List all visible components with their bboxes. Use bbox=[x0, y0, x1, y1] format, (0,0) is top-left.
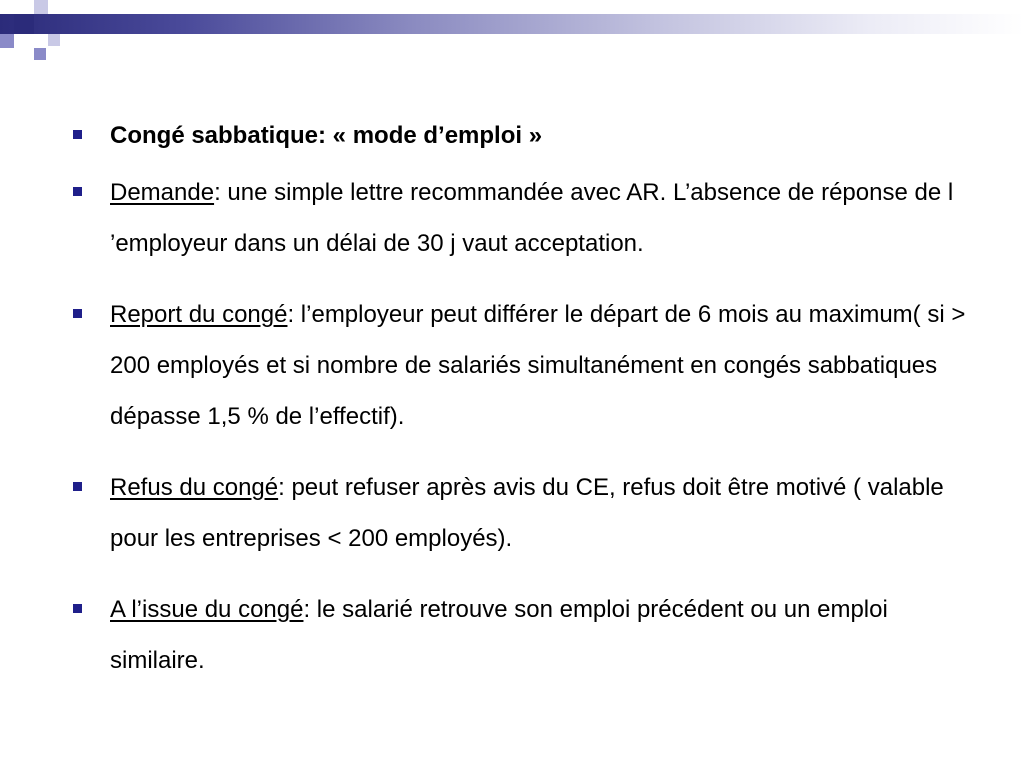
bullet-term: Demande bbox=[110, 179, 215, 206]
decor-square-light-2 bbox=[48, 34, 60, 46]
bullet-square-icon bbox=[73, 604, 82, 613]
bullet-square-icon bbox=[73, 187, 82, 196]
bullet-square-icon bbox=[73, 309, 82, 318]
bullet-square-icon bbox=[73, 130, 82, 139]
bullet-text: : le salarié retrouve son emploi précédent ou un emploi similaire. bbox=[110, 596, 888, 674]
decor-square-dark bbox=[14, 14, 34, 34]
bullet-term: Refus du congé bbox=[110, 474, 279, 501]
bullet-text: : l’employeur peut différer le départ de 6 mois au maximum( si > 200 employés et si nombre de salariés simultanément en congés sabbatiques dépasse 1,5 % de l’effectif). bbox=[110, 301, 966, 430]
header-gradient-bar bbox=[0, 14, 1024, 34]
slide-heading: Congé sabbatique: « mode d’emploi » bbox=[110, 122, 543, 149]
bullet-demande bbox=[72, 167, 972, 269]
decor-square-mid-2 bbox=[34, 48, 46, 60]
decor-square-mid bbox=[0, 34, 14, 48]
bullet-text: : peut refuser après avis du CE, refus doit être motivé ( valable pour les entreprises < 200 employés). bbox=[110, 474, 944, 552]
bullet-title bbox=[72, 110, 972, 161]
bullet-report bbox=[72, 289, 972, 442]
bullet-term: Report du congé bbox=[110, 301, 288, 328]
slide-content bbox=[72, 110, 972, 706]
bullet-refus bbox=[72, 462, 972, 564]
bullet-square-icon bbox=[73, 482, 82, 491]
decor-square-light bbox=[34, 0, 48, 14]
bullet-term: A l’issue du congé bbox=[110, 596, 304, 623]
bullet-issue bbox=[72, 584, 972, 686]
bullet-text: : une simple lettre recommandée avec AR. L’absence de réponse de l ’employeur dans un délai de 30 j vaut acceptation. bbox=[110, 179, 954, 257]
